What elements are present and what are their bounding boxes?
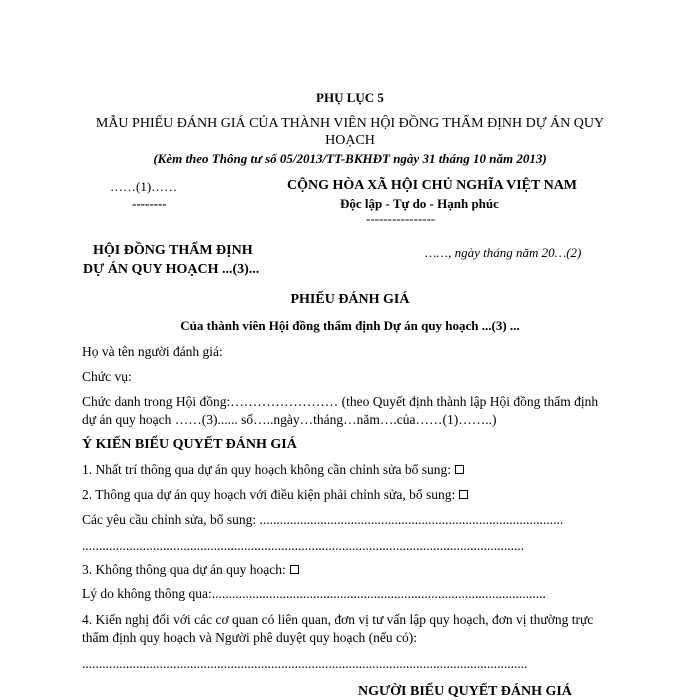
option-3-label: 3. Không thông qua dự án quy hoạch: (82, 562, 286, 577)
option-2-checkbox[interactable] (459, 490, 468, 499)
council-role-line1: Chức danh trong Hội đồng:…………………… (theo Quyết định thành lập Hội đồng thẩm định (82, 394, 599, 409)
evaluator-name-field: Họ và tên người đánh giá: (82, 344, 223, 359)
country-name: CỘNG HÒA XÃ HỘI CHỦ NGHĨA VIỆT NAM (287, 178, 578, 193)
dotted-line: ................................................................................................................................... (82, 538, 525, 553)
position-field: Chức vụ: (82, 369, 132, 384)
option-1 (82, 462, 464, 478)
section-heading: Ý KIẾN BIỂU QUYẾT ĐÁNH GIÁ (82, 437, 297, 452)
option-4-line2: thẩm định quy hoạch và Người phê duyệt quy hoạch (nếu có): (82, 630, 417, 645)
option-2-label: 2. Thông qua dự án quy hoạch với điều kiện phải chỉnh sửa, bổ sung: (82, 487, 456, 502)
option-3-checkbox[interactable] (290, 565, 299, 574)
form-title-line2: HOẠCH (325, 133, 375, 148)
dotted-line-2: .................................................................................................................................... (82, 656, 528, 671)
signer-title: NGƯỜI BIỂU QUYẾT ĐÁNH GIÁ (358, 684, 572, 699)
option-4-line1: 4. Kiến nghị đối với các cơ quan có liên quan, đơn vị tư vấn lập quy hoạch, đơn vị thường trực (82, 612, 594, 627)
national-motto: Độc lập - Tự do - Hạnh phúc (340, 196, 499, 211)
legal-basis-subtitle: (Kèm theo Thông tư số 05/2013/TT-BKHĐT ngày 31 tháng 10 năm 2013) (153, 151, 547, 166)
option-1-label: 1. Nhất trí thông qua dự án quy hoạch không cần chỉnh sửa bổ sung: (82, 462, 451, 477)
option-2 (82, 487, 468, 503)
council-name-line2: DỰ ÁN QUY HOẠCH ...(3)... (83, 262, 260, 277)
option-1-checkbox[interactable] (455, 465, 464, 474)
appendix-label: PHỤ LỤC 5 (316, 90, 384, 105)
council-name-line1: HỘI ĐỒNG THẨM ĐỊNH (93, 243, 253, 258)
form-title-line1: MẪU PHIẾU ĐÁNH GIÁ CỦA THÀNH VIÊN HỘI ĐỒNG THẨM ĐỊNH DỰ ÁN QUY (95, 116, 605, 131)
evaluation-form-subtitle: Của thành viên Hội đồng thẩm định Dự án quy hoạch ...(3) ... (180, 318, 520, 333)
option-3 (82, 562, 299, 578)
reason-line: Lý do không thông qua:................................................................................................... (82, 586, 546, 601)
council-role-line2: dự án quy hoạch ……(3)...... số…..ngày…tháng…năm….của……(1)……..) (82, 412, 497, 427)
requirements-line: Các yêu cầu chỉnh sửa, bổ sung: .......................................................................................... (82, 512, 564, 527)
issuing-unit-placeholder: ……(1)…… (110, 179, 178, 194)
left-dashes: -------- (132, 196, 167, 211)
right-dashes: ---------------- (366, 211, 436, 226)
date-line: ……, ngày tháng năm 20…(2) (425, 245, 582, 260)
evaluation-form-title: PHIẾU ĐÁNH GIÁ (290, 292, 410, 307)
